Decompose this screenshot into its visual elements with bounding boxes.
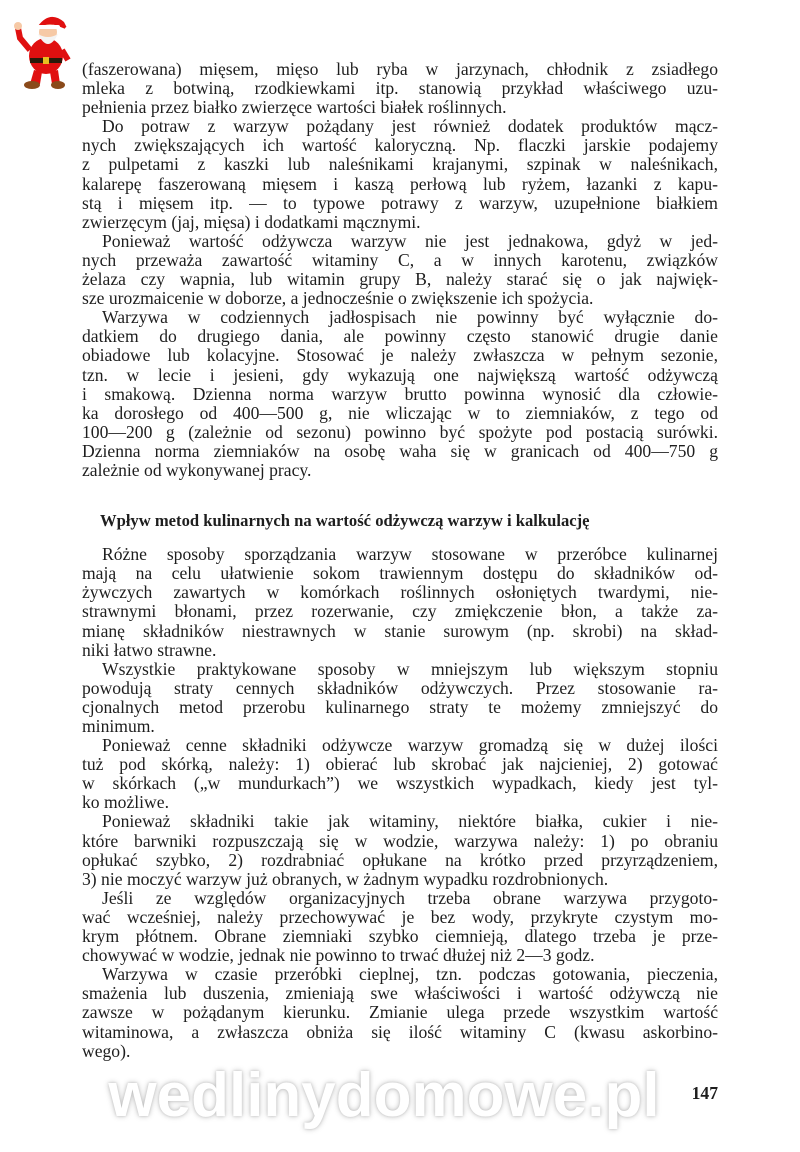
text-line: Ponieważ wartość odżywcza warzyw nie jest jednakowa, gdyż w jed- xyxy=(102,230,718,251)
section-1 xyxy=(82,60,718,480)
page-number: 147 xyxy=(691,1083,718,1103)
section-heading: Wpływ metod kulinarnych na wartość odżywczą warzyw i kalkulację xyxy=(100,511,590,531)
text-line: nych przeważa zawartość witaminy C, a w innych karotenu, związków xyxy=(82,249,718,270)
text-line: Do potraw z warzyw pożądany jest również dodatek produktów mącz- xyxy=(102,116,718,137)
text-line: sze urozmaicenie w doborze, a jednocześnie o zwiększenie ich spożycia. xyxy=(82,288,594,309)
paragraph xyxy=(82,965,718,1060)
text-line: tzn. w lecie i jesieni, gdy wykazują one największą wartość odżywczą xyxy=(82,364,718,385)
text-line: z pulpetami z kaszki lub naleśnikami krajanymi, szpinak w naleśnikach, xyxy=(82,154,718,175)
santa-claus-icon xyxy=(10,8,78,90)
text-line: zawsze w pożądanym kierunku. Zmianie ulega przede wszystkim wartość xyxy=(82,1002,718,1023)
text-line: 100—200 g (zależnie od sezonu) powinno być spożyte pod postacią surówki. xyxy=(82,421,718,442)
text-line: 3) nie moczyć warzyw już obranych, w żadnym wypadku rozdrobnionych. xyxy=(82,868,609,889)
page-body xyxy=(82,60,718,1061)
text-line: wać wcześniej, należy przechowywać je bez wody, przykryte czystym mo- xyxy=(82,906,718,927)
text-line: chowywać w wodzie, jednak nie powinno to trwać dłużej niż 2—3 godz. xyxy=(82,945,595,966)
text-line: zależnie od wykonywanej pracy. xyxy=(82,459,312,480)
paragraph xyxy=(82,232,718,308)
text-line: żelaza czy wapnia, lub witamin grupy B, należy starać się o jak najwięk- xyxy=(82,269,718,290)
paragraph xyxy=(82,545,718,660)
text-line: stą i mięsem itp. — to typowe potrawy z warzyw, uzupełnione białkiem xyxy=(82,192,718,213)
text-line: (faszerowana) mięsem, mięso lub ryba w jarzynach, chłodnik z zsiadłego xyxy=(82,59,718,79)
text-line: strawnymi błonami, przez rozerwanie, czy zmiękczenie błon, a także za- xyxy=(82,601,718,622)
section-2 xyxy=(82,545,718,1061)
paragraph xyxy=(82,660,718,736)
text-line: powodują straty cennych składników odżywczych. Przez stosowanie ra- xyxy=(82,677,718,698)
text-line: minimum. xyxy=(82,716,155,736)
paragraph xyxy=(82,308,718,480)
text-line: Dzienna norma ziemniaków na osobę waha się w granicach od 400—750 g xyxy=(82,440,718,461)
text-line: ko możliwe. xyxy=(82,792,169,813)
text-line: mają na celu ułatwienie sokom trawiennym dostępu do składników od- xyxy=(82,563,718,584)
paragraph xyxy=(82,736,718,812)
text-line: pełnienia przez białko zwierzęce wartości białek roślinnych. xyxy=(82,97,507,118)
text-line: datkiem do drugiego dania, ale powinny często stanowić drugie danie xyxy=(82,326,718,347)
text-line: mleka z botwiną, rzodkiewkami itp. stanowią przykład właściwego uzu- xyxy=(82,78,718,99)
text-line: nych zwiększających ich wartość kaloryczną. Np. flaczki jarskie podajemy xyxy=(82,135,718,156)
text-line: krym płótnem. Obrane ziemniaki szybko ciemnieją, dlatego trzeba je prze- xyxy=(82,926,718,947)
paragraph xyxy=(82,117,718,232)
text-line: Warzywa w codziennych jadłospisach nie powinny być wyłącznie do- xyxy=(102,307,718,328)
text-line: smażenia lub duszenia, zmieniają swe właściwości i wartość odżywczą nie xyxy=(82,983,718,1004)
text-line: wego). xyxy=(82,1040,131,1061)
text-line: mianę składników niestrawnych w stanie surowym (np. skrobi) na skład- xyxy=(82,620,718,641)
text-line: i smakową. Dzienna norma warzyw brutto powinna wynosić dla człowie- xyxy=(82,383,718,404)
paragraph xyxy=(82,812,718,888)
paragraph xyxy=(82,889,718,965)
text-line: tuż pod skórką, należy: 1) obierać lub skrobać jak najcieniej, 2) gotować xyxy=(82,754,718,775)
text-line: w skórkach („w mundurkach”) we wszystkich wypadkach, kiedy jest tyl- xyxy=(82,773,718,794)
text-line: opłukać szybko, 2) rozdrabniać opłukane na krótko przed przyrządzeniem, xyxy=(82,849,718,870)
text-line: niki łatwo strawne. xyxy=(82,639,217,660)
text-line: zwierzęcym (jaj, mięsa) i dodatkami mącznymi. xyxy=(82,211,421,232)
text-line: Ponieważ składniki takie jak witaminy, niektóre białka, cukier i nie- xyxy=(102,811,718,832)
text-line: Wszystkie praktykowane sposoby w mniejszym lub większym stopniu xyxy=(102,658,718,679)
text-line: cjonalnych metod przerobu kulinarnego straty te możemy zmniejszyć do xyxy=(82,696,718,717)
text-line: Różne sposoby sporządzania warzyw stosowane w przeróbce kulinarnej xyxy=(102,544,718,565)
text-line: Ponieważ cenne składniki odżywcze warzyw gromadzą się w dużej ilości xyxy=(102,735,718,756)
text-line: żywczych zawartych w komórkach roślinnych osłoniętych twardymi, nie- xyxy=(82,582,718,603)
text-line: witaminowa, a zwłaszcza obniża się ilość witaminy C (kwasu askorbino- xyxy=(82,1021,718,1042)
text-line: które barwniki rozpuszczają się w wodzie, warzywa należy: 1) po obraniu xyxy=(82,830,718,851)
text-line: ka dorosłego od 400—500 g, nie wliczając w to ziemniaków, z tego od xyxy=(82,402,718,423)
paragraph xyxy=(82,60,718,117)
watermark: wedlinydomowe.pl xyxy=(108,1061,660,1130)
text-line: kalarepę faszerowaną mięsem i kaszą perłową lub ryżem, łazanki z kapu- xyxy=(82,173,718,194)
text-line: Warzywa w czasie przeróbki cieplnej, tzn. podczas gotowania, pieczenia, xyxy=(102,964,718,985)
text-line: obiadowe lub kolacyjne. Stosować je należy zwłaszcza w pełnym sezonie, xyxy=(82,345,718,366)
text-line: Jeśli ze względów organizacyjnych trzeba obrane warzywa przygoto- xyxy=(102,887,718,908)
